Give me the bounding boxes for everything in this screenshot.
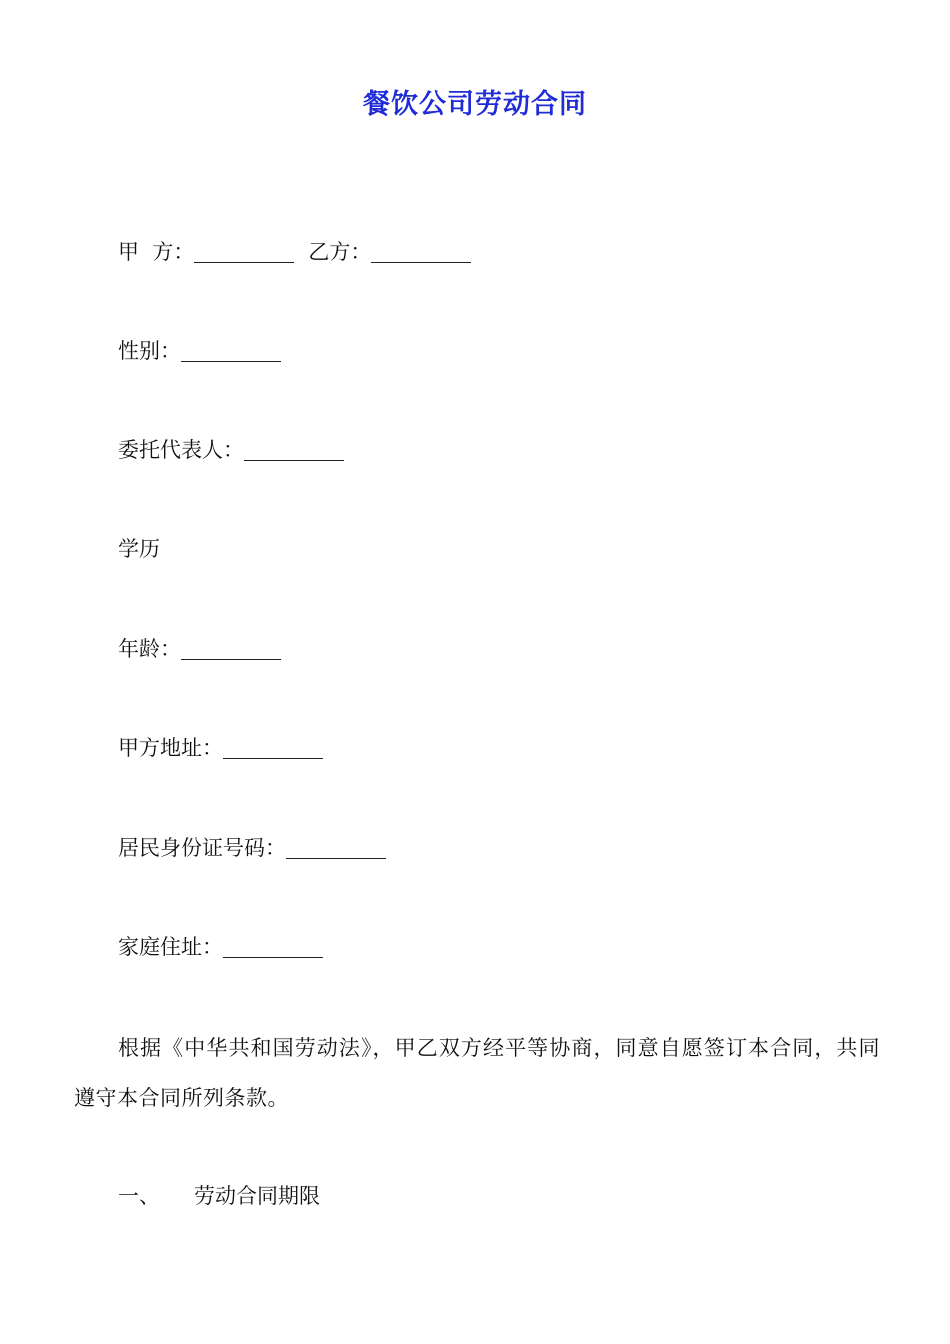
- education-label: 学历: [118, 537, 160, 561]
- home-address-line: [118, 932, 323, 962]
- education-line: [118, 534, 160, 564]
- representative-label: 委托代表人：: [118, 438, 244, 462]
- representative-line: [118, 435, 344, 465]
- party-a-label: 甲 方：: [118, 240, 195, 264]
- representative-blank[interactable]: [244, 440, 344, 461]
- gender-blank[interactable]: [181, 341, 281, 362]
- party-a-address-line: [118, 733, 323, 763]
- gender-line: [118, 336, 281, 366]
- age-label: 年龄：: [118, 637, 181, 661]
- section-1-number: 一、: [118, 1184, 160, 1208]
- id-number-label: 居民身份证号码：: [118, 836, 286, 860]
- id-number-blank[interactable]: [286, 838, 386, 859]
- document-title: 餐饮公司劳动合同: [363, 89, 587, 120]
- party-b-blank[interactable]: [371, 242, 471, 263]
- age-line: [118, 634, 281, 664]
- home-address-blank[interactable]: [223, 937, 323, 958]
- section-1-heading: [118, 1181, 320, 1211]
- party-a-address-blank[interactable]: [223, 738, 323, 759]
- age-blank[interactable]: [181, 639, 281, 660]
- party-a-address-label: 甲方地址：: [118, 736, 223, 760]
- home-address-label: 家庭住址：: [118, 935, 223, 959]
- id-number-line: [118, 833, 386, 863]
- parties-line: [118, 237, 471, 267]
- intro-paragraph: 根据《中华共和国劳动法》，甲乙双方经平等协商，同意自愿签订本合同，共同遵守本合同所列条款。: [74, 1036, 880, 1110]
- party-a-blank[interactable]: [194, 242, 294, 263]
- party-b-label: 乙方：: [308, 240, 372, 264]
- gender-label: 性别：: [118, 339, 181, 363]
- section-1-title: 劳动合同期限: [194, 1184, 320, 1208]
